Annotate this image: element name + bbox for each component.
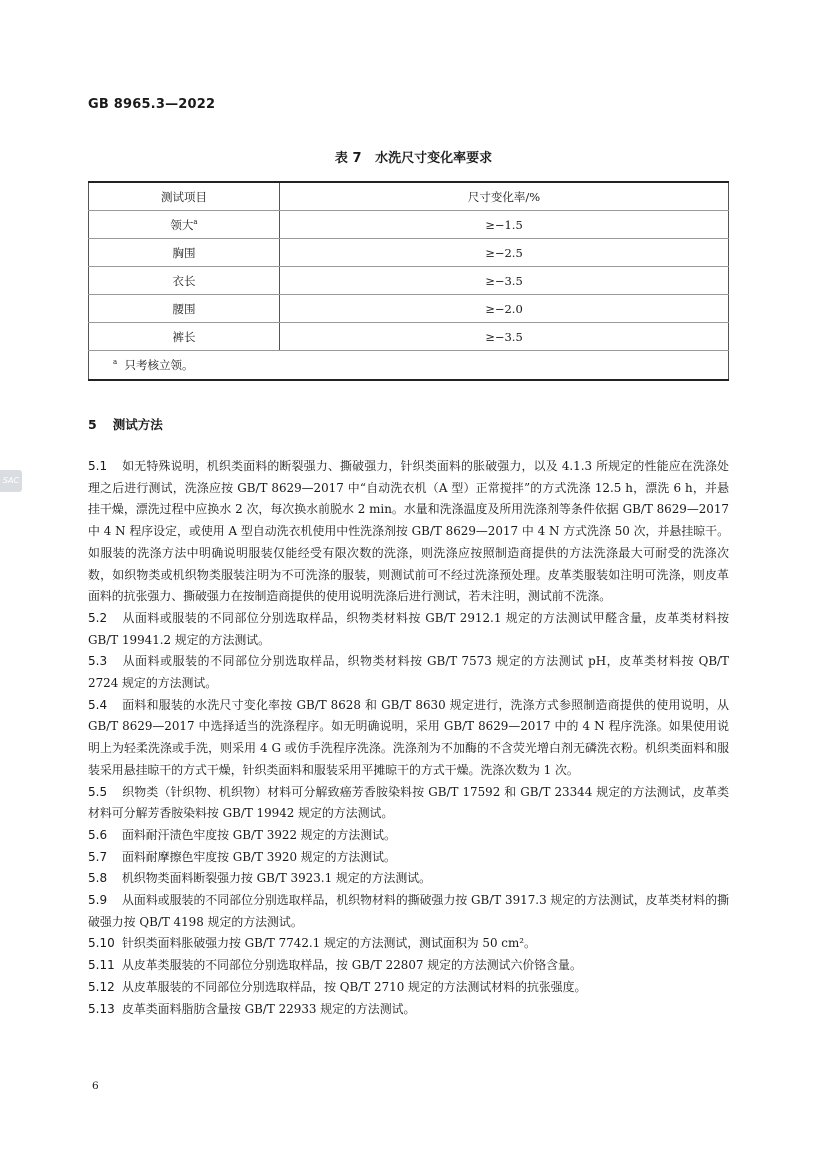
clause-number: 5.1 (88, 459, 108, 473)
table-row (89, 267, 729, 295)
clause-text: 面料耐汗渍色牢度按 GB/T 3922 规定的方法测试。 (122, 827, 396, 842)
clause-number: 5.8 (88, 871, 108, 886)
table-row (89, 239, 729, 267)
clause (88, 890, 729, 933)
table-note-row (89, 351, 729, 381)
clause-number: 5.10 (88, 936, 115, 951)
clause-number: 5.5 (88, 784, 108, 799)
table-cell-item: 衣长 (89, 267, 280, 295)
clause-number: 5.9 (88, 893, 108, 908)
clause (88, 847, 729, 869)
footnote-mark: a (193, 217, 198, 226)
table-cell-item: 胸围 (89, 239, 280, 267)
clause-number: 5.2 (88, 610, 108, 625)
standard-code: GB 8965.3—2022 (88, 97, 216, 112)
table-row (89, 323, 729, 351)
clause (88, 977, 729, 999)
clause (88, 933, 729, 955)
clause-number: 5.4 (88, 697, 108, 712)
table-row (89, 211, 729, 239)
column-header: 测试项目 (89, 182, 280, 211)
clause-text: 机织物类面料断裂强力按 GB/T 3923.1 规定的方法测试。 (122, 871, 432, 886)
clause-number: 5.7 (88, 849, 108, 864)
clause-text: 从面料或服装的不同部位分别选取样品，织物类材料按 GB/T 7573 规定的方法测试 pH，皮革类材料按 QB/T 2724 规定的方法测试。 (88, 654, 729, 691)
clause (88, 695, 729, 782)
column-header: 尺寸变化率/% (280, 182, 729, 211)
table-cell-value: ≥−2.0 (280, 295, 729, 323)
table-cell-value: ≥−3.5 (280, 323, 729, 351)
clause-text: 皮革类面料脂肪含量按 GB/T 22933 规定的方法测试。 (122, 1001, 416, 1016)
clause-number: 5.3 (88, 654, 108, 669)
clause (88, 456, 729, 608)
clause-number: 5.12 (88, 979, 115, 994)
table-note (89, 351, 729, 381)
item-label: 领大 (170, 217, 194, 232)
clause (88, 608, 729, 651)
clause-text: 面料耐摩擦色牢度按 GB/T 3920 规定的方法测试。 (122, 849, 396, 864)
side-watermark-logo: SAC (0, 470, 22, 492)
clause-text: 面料和服装的水洗尺寸变化率按 GB/T 8628 和 GB/T 8630 规定进行，洗涤方式参照制造商提供的使用说明，从 GB/T 8629—2017 中选择适当的洗涤程序。如无明确说明，采用 GB/T 8629—2017 中的 4 N 程序洗涤。如果使用说明上为轻柔洗涤或手洗，则采用 4 G 或仿手洗程序洗涤。洗涤剂为不加酶的不含荧光增白剂无磷洗衣粉。机织类面料和服装采用悬挂晾干的方式干燥，针织类面料和服装采用平摊晾干的方式干燥。洗涤次数为 1 次。 (88, 697, 729, 777)
section-heading (88, 415, 163, 433)
clause-text: 针织类面料胀破强力按 GB/T 7742.1 规定的方法测试，测试面积为 50 cm²。 (122, 936, 536, 951)
note-text: 只考核立领。 (124, 358, 194, 372)
page-number: 6 (92, 1080, 99, 1092)
clause (88, 782, 729, 825)
clause (88, 868, 729, 890)
clause-number: 5.13 (88, 1001, 115, 1016)
table-cell-value: ≥−1.5 (280, 211, 729, 239)
table-cell-value: ≥−2.5 (280, 239, 729, 267)
clauses-body (88, 456, 729, 1020)
section-number: 5 (88, 417, 97, 432)
clause-text: 从面料或服装的不同部位分别选取样品，机织物材料的撕破强力按 GB/T 3917.3 规定的方法测试，皮革类材料的撕破强力按 QB/T 4198 规定的方法测试。 (88, 893, 729, 929)
clause-text: 织物类（针织物、机织物）材料可分解致癌芳香胺染料按 GB/T 17592 和 GB/T 23344 规定的方法测试，皮革类材料可分解芳香胺染料按 GB/T 19942 规定的方法测试。 (88, 784, 729, 821)
footnote-mark: a (113, 358, 118, 367)
table-cell-value: ≥−3.5 (280, 267, 729, 295)
clause-text: 从面料或服装的不同部位分别选取样品，织物类材料按 GB/T 2912.1 规定的方法测试甲醛含量，皮革类材料按 GB/T 19941.2 规定的方法测试。 (88, 610, 729, 647)
table-header-row (89, 182, 729, 211)
requirements-table (88, 181, 729, 381)
clause (88, 999, 729, 1021)
clause-text: 如无特殊说明，机织类面料的断裂强力、撕破强力，针织类面料的胀破强力，以及 4.1.3 所规定的性能应在洗涤处理之后进行测试，洗涤应按 GB/T 8629—2017 中“自动洗衣机（A 型）正常搅拌”的方式洗涤 12.5 h，漂洗 6 h，并悬挂干燥，漂洗过程中应换水 2 次，每次换水前脱水 2 min。水量和洗涤温度及所用洗涤剂等条件依据 GB/T 8629—2017 中 4 N 程序设定，或使用 A 型自动洗衣机使用中性洗涤剂按 GB/T 8629—2017 中 4 N 方式洗涤 50 次，并悬挂晾干。如服装的洗涤方法中明确说明服装仅能经受有限次数的洗涤，则洗涤应按照制造商提供的方法洗涤最大可耐受的洗涤次数，如织物类或机织物类服装注明为不可洗涤的服装，则测试前可不经过洗涤预处理。皮革类服装如注明可洗涤，则皮革面料的抗张强力、撕破强力在按制造商提供的使用说明洗涤后进行测试，若未注明，测试前不洗涤。 (88, 459, 729, 604)
clause (88, 651, 729, 694)
table-cell-item: 腰围 (89, 295, 280, 323)
table-title: 表 7 水洗尺寸变化率要求 (334, 151, 493, 166)
table-cell-item (89, 211, 280, 239)
clause-text: 从皮革服装的不同部位分别选取样品，按 QB/T 2710 规定的方法测试材料的抗张强度。 (122, 979, 587, 994)
clause-number: 5.11 (88, 958, 115, 973)
clause-text: 从皮革类服装的不同部位分别选取样品，按 GB/T 22807 规定的方法测试六价铬含量。 (122, 958, 582, 973)
table-row (89, 295, 729, 323)
section-title: 测试方法 (112, 417, 163, 432)
clause (88, 825, 729, 847)
table-cell-item: 裤长 (89, 323, 280, 351)
clause (88, 955, 729, 977)
clause-number: 5.6 (88, 827, 108, 842)
